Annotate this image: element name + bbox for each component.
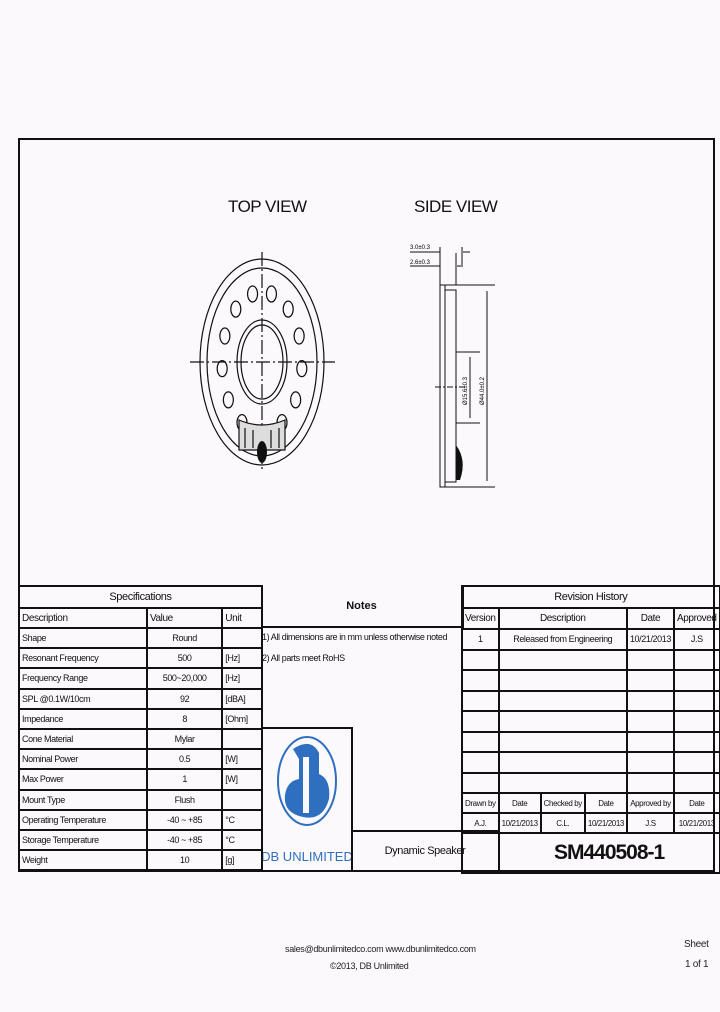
revision-row <box>462 773 720 794</box>
spec-description: Nominal Power <box>19 749 147 769</box>
company-logo-box <box>261 727 353 872</box>
vent-hole <box>297 361 307 377</box>
signoff-value: A.J. <box>462 813 499 833</box>
spec-unit <box>222 628 262 648</box>
rev-date <box>627 691 674 712</box>
vent-hole <box>283 301 293 317</box>
rev-date <box>627 711 674 732</box>
rev-header-description: Description <box>499 608 627 629</box>
vent-hole <box>294 328 304 344</box>
top-view-drawing <box>185 240 345 480</box>
contact-info: sales@dbunlimitedco.com www.dbunlimitedco.com <box>285 944 476 954</box>
spec-row <box>19 850 262 870</box>
revision-row <box>462 670 720 691</box>
spec-unit: [dBA] <box>222 689 262 709</box>
spec-description: Shape <box>19 628 147 648</box>
spec-row <box>19 668 262 688</box>
revision-row <box>462 691 720 712</box>
revision-row <box>462 732 720 753</box>
rev-description <box>499 650 627 671</box>
rev-description <box>499 732 627 753</box>
spec-row <box>19 648 262 668</box>
revision-history-title: Revision History <box>462 586 720 608</box>
signoff-value: C.L. <box>541 813 585 833</box>
spec-unit: [Ohm] <box>222 709 262 729</box>
spec-description: Max Power <box>19 769 147 789</box>
revision-row <box>462 629 720 650</box>
signoff-header: Date <box>585 793 627 813</box>
rev-date <box>627 732 674 753</box>
rev-version <box>462 732 499 753</box>
spec-unit: [g] <box>222 850 262 870</box>
revision-history-table <box>461 585 720 874</box>
rev-date <box>627 650 674 671</box>
spec-value: 500~20,000 <box>147 668 222 688</box>
signoff-header-row <box>462 793 720 813</box>
rev-header-approved: Approved <box>674 608 720 629</box>
spec-value: -40 ~ +85 <box>147 810 222 830</box>
copyright: ©2013, DB Unlimited <box>330 961 409 971</box>
revision-row <box>462 711 720 732</box>
spec-value: 92 <box>147 689 222 709</box>
rev-description <box>499 752 627 773</box>
rev-version <box>462 752 499 773</box>
rev-date: 10/21/2013 <box>627 629 674 650</box>
signoff-header: Drawn by <box>462 793 499 813</box>
signoff-value: 10/21/2013 <box>585 813 627 833</box>
spec-value: Mylar <box>147 729 222 749</box>
spec-row <box>19 749 262 769</box>
vent-hole <box>220 328 230 344</box>
spec-value: 0.5 <box>147 749 222 769</box>
rev-approved <box>674 773 720 794</box>
vent-hole <box>223 392 233 408</box>
signoff-value: 10/21/2013 <box>499 813 541 833</box>
rev-version <box>462 711 499 732</box>
vent-hole <box>231 301 241 317</box>
rev-date <box>627 670 674 691</box>
spec-value: 10 <box>147 850 222 870</box>
rev-header-date: Date <box>627 608 674 629</box>
side-view-title: SIDE VIEW <box>414 197 498 216</box>
rev-approved: J.S <box>674 629 720 650</box>
spec-unit: °C <box>222 830 262 850</box>
part-number: SM440508-1 <box>499 833 720 873</box>
signoff-header: Date <box>674 793 720 813</box>
signoff-header: Date <box>499 793 541 813</box>
rev-version <box>462 670 499 691</box>
spec-row <box>19 729 262 749</box>
logo-text: DB UNLIMITED <box>263 849 351 864</box>
spec-description: Cone Material <box>19 729 147 749</box>
signoff-value: 10/21/2013 <box>674 813 720 833</box>
spec-unit: [W] <box>222 749 262 769</box>
specifications-table <box>18 585 263 871</box>
spec-description: Resonant Frequency <box>19 648 147 668</box>
revision-row <box>462 752 720 773</box>
rev-approved <box>674 711 720 732</box>
spec-row <box>19 769 262 789</box>
spec-description: Mount Type <box>19 790 147 810</box>
spec-description: Frequency Range <box>19 668 147 688</box>
spec-row <box>19 830 262 850</box>
spec-row <box>19 810 262 830</box>
spec-value: Round <box>147 628 222 648</box>
spec-row <box>19 709 262 729</box>
rev-date <box>627 773 674 794</box>
outer-diameter-dimension: Ø44.0±0.2 <box>480 377 486 405</box>
spec-header-unit: Unit <box>222 608 262 628</box>
spec-unit: [Hz] <box>222 648 262 668</box>
part-number-row <box>462 833 720 873</box>
spec-header-description: Description <box>19 608 147 628</box>
rev-version: 1 <box>462 629 499 650</box>
spec-unit: [W] <box>222 769 262 789</box>
spec-row <box>19 628 262 648</box>
side-view-drawing <box>405 235 505 495</box>
vent-hole <box>291 392 301 408</box>
spec-row <box>19 689 262 709</box>
rev-approved <box>674 752 720 773</box>
spec-value: -40 ~ +85 <box>147 830 222 850</box>
notes-title: Notes <box>261 585 464 628</box>
spec-unit: °C <box>222 810 262 830</box>
signoff-value-row <box>462 813 720 833</box>
rev-approved <box>674 732 720 753</box>
spec-value: 500 <box>147 648 222 668</box>
spec-description: SPL @0.1W/10cm <box>19 689 147 709</box>
rev-approved <box>674 670 720 691</box>
cone-depth-dimension: 2.6±0.3 <box>410 260 430 266</box>
product-name: Dynamic Speaker <box>351 830 499 870</box>
spec-unit <box>222 790 262 810</box>
specifications-title: Specifications <box>19 586 262 608</box>
rev-description: Released from Engineering <box>499 629 627 650</box>
spec-header-value: Value <box>147 608 222 628</box>
rev-description <box>499 773 627 794</box>
spec-description: Storage Temperature <box>19 830 147 850</box>
revision-row <box>462 650 720 671</box>
spec-unit <box>222 729 262 749</box>
rev-version <box>462 691 499 712</box>
spec-unit: [Hz] <box>222 668 262 688</box>
note-2: 2) All parts meet RoHS <box>262 653 345 663</box>
spec-description: Weight <box>19 850 147 870</box>
top-view-title: TOP VIEW <box>228 197 307 216</box>
thickness-dimension: 3.0±0.3 <box>410 245 430 251</box>
signoff-header: Checked by <box>541 793 585 813</box>
spec-value: 8 <box>147 709 222 729</box>
company-logo <box>263 729 351 870</box>
rev-description <box>499 711 627 732</box>
rev-description <box>499 691 627 712</box>
spec-description: Impedance <box>19 709 147 729</box>
spec-description: Operating Temperature <box>19 810 147 830</box>
rev-header-version: Version <box>462 608 499 629</box>
spec-row <box>19 790 262 810</box>
rev-description <box>499 670 627 691</box>
rev-approved <box>674 650 720 671</box>
vent-hole <box>248 286 258 302</box>
signoff-value: J.S <box>627 813 674 833</box>
inner-diameter-dimension: Ø15.6±0.3 <box>463 377 469 405</box>
part-number-spacer <box>462 833 499 873</box>
note-1: 1) All dimensions are in mm unless otherwise noted <box>262 632 448 642</box>
sheet-label: Sheet <box>684 939 709 950</box>
vent-hole <box>217 361 227 377</box>
rev-approved <box>674 691 720 712</box>
rev-version <box>462 650 499 671</box>
spec-value: 1 <box>147 769 222 789</box>
sheet-number: 1 of 1 <box>685 959 709 970</box>
rev-version <box>462 773 499 794</box>
rev-date <box>627 752 674 773</box>
signoff-header: Approved by <box>627 793 674 813</box>
vent-hole <box>266 286 276 302</box>
spec-value: Flush <box>147 790 222 810</box>
